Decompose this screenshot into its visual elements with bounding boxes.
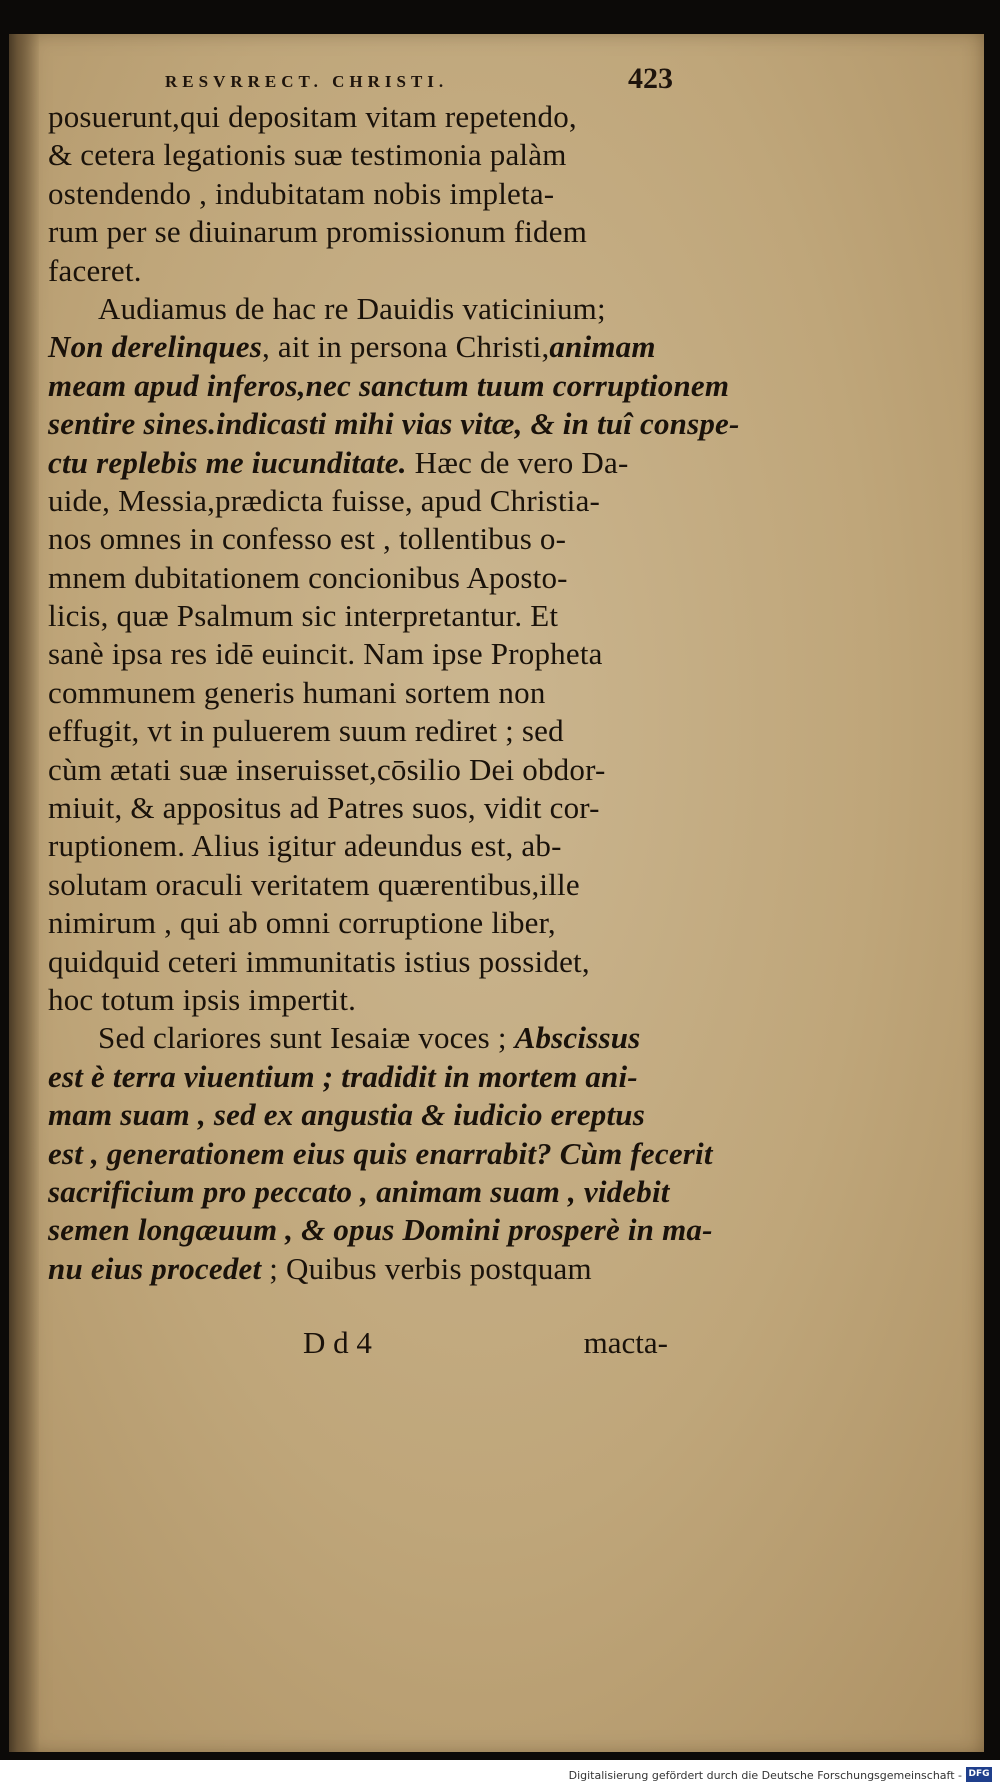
text-segment: Hæc de vero Da- xyxy=(406,444,629,480)
text-line xyxy=(48,136,668,174)
text-line xyxy=(48,559,668,597)
text-segment: cùm ætati suæ inseruisset,cōsilio Dei obdor- xyxy=(48,751,606,787)
italic-quotation: animam xyxy=(549,329,656,365)
text-line xyxy=(48,904,668,942)
page-footer xyxy=(48,1325,668,1365)
text-line xyxy=(48,751,668,789)
italic-quotation: semen longæuum , & opus Domini prosperè in ma- xyxy=(48,1212,713,1248)
text-line xyxy=(48,444,668,482)
text-segment: Sed clariores sunt Iesaiæ voces ; xyxy=(98,1020,515,1056)
text-segment: Audiamus de hac re Dauidis vaticinium; xyxy=(98,290,606,326)
text-segment: ostendendo , indubitatam nobis impleta- xyxy=(48,175,555,211)
text-segment: ruptionem. Alius igitur adeundus est, ab- xyxy=(48,828,562,864)
text-line xyxy=(48,1058,668,1096)
text-segment: miuit, & appositus ad Patres suos, vidit cor- xyxy=(48,790,600,826)
italic-quotation: ctu replebis me iucunditate. xyxy=(48,444,407,480)
text-line xyxy=(48,597,668,635)
signature-mark: D d 4 xyxy=(303,1325,372,1360)
text-segment: effugit, vt in puluerem suum rediret ; sed xyxy=(48,713,564,749)
text-segment: licis, quæ Psalmum sic interpretantur. Et xyxy=(48,598,559,634)
text-line xyxy=(48,175,668,213)
text-segment: communem generis humani sortem non xyxy=(48,674,546,710)
text-line xyxy=(48,1135,713,1173)
text-segment: posuerunt,qui depositam vitam repetendo, xyxy=(48,99,577,134)
text-line xyxy=(48,981,668,1019)
text-segment: uide, Messia,prædicta fuisse, apud Christia- xyxy=(48,482,601,518)
digitization-credit xyxy=(0,1762,1000,1788)
text-line xyxy=(48,1019,668,1057)
text-segment: hoc totum ipsis impertit. xyxy=(48,981,357,1017)
text-segment: nos omnes in confesso est , tollentibus o- xyxy=(48,521,567,557)
text-segment: , ait in persona Christi, xyxy=(262,329,550,365)
catchword: macta- xyxy=(583,1325,668,1360)
text-line xyxy=(48,520,668,558)
text-line xyxy=(48,328,668,366)
text-line xyxy=(48,943,668,981)
text-line xyxy=(48,674,668,712)
text-line xyxy=(48,252,668,290)
italic-quotation: Abscissus xyxy=(514,1020,641,1056)
dfg-logo: DFG xyxy=(966,1767,992,1782)
italic-quotation: mam suam , sed ex angustia & iudicio ereptus xyxy=(48,1097,645,1133)
page-gutter xyxy=(9,34,39,1752)
text-line xyxy=(48,213,668,251)
text-line xyxy=(48,405,740,443)
italic-quotation: sacrificium pro peccato , animam suam , videbit xyxy=(48,1173,670,1209)
italic-quotation: meam apud inferos,nec sanctum tuum corruptionem xyxy=(48,367,730,403)
text-line xyxy=(48,712,668,750)
italic-quotation: est , generationem eius quis enarrabit? Cùm fecerit xyxy=(48,1135,713,1171)
text-line xyxy=(48,1250,668,1288)
text-line xyxy=(48,1173,668,1211)
text-segment: quidquid ceteri immunitatis istius possidet, xyxy=(48,943,590,979)
text-segment: mnem dubitationem concionibus Aposto- xyxy=(48,559,568,595)
text-line xyxy=(48,827,668,865)
text-line xyxy=(48,482,668,520)
text-segment: sanè ipsa res idē euincit. Nam ipse Propheta xyxy=(48,636,603,672)
text-line xyxy=(48,635,668,673)
text-segment: nimirum , qui ab omni corruptione liber, xyxy=(48,905,556,941)
page-number: 423 xyxy=(628,62,673,95)
italic-quotation: est è terra viuentium ; tradidit in mortem ani- xyxy=(48,1058,638,1094)
running-title: RESVRRECT. CHRISTI. xyxy=(165,72,449,91)
text-line xyxy=(48,789,668,827)
text-segment: faceret. xyxy=(48,252,142,288)
text-line xyxy=(48,98,668,136)
text-segment: rum per se diuinarum promissionum fidem xyxy=(48,214,588,250)
text-line xyxy=(48,367,730,405)
credit-text: Digitalisierung gefördert durch die Deutsche Forschungsgemeinschaft - xyxy=(568,1769,962,1782)
text-line xyxy=(48,1096,668,1134)
text-line xyxy=(48,1211,713,1249)
text-segment: & cetera legationis suæ testimonia palàm xyxy=(48,137,567,173)
text-segment: ; Quibus verbis postquam xyxy=(261,1250,592,1286)
italic-quotation: Non derelinques xyxy=(48,329,262,365)
text-segment: solutam oraculi veritatem quærentibus,ille xyxy=(48,866,580,902)
italic-quotation: sentire sines.indicasti mihi vias vitæ, & in tuî conspe- xyxy=(48,406,740,442)
text-line xyxy=(48,290,668,328)
text-line xyxy=(48,866,668,904)
italic-quotation: nu eius procedet xyxy=(48,1250,262,1286)
body-text xyxy=(48,98,740,1288)
